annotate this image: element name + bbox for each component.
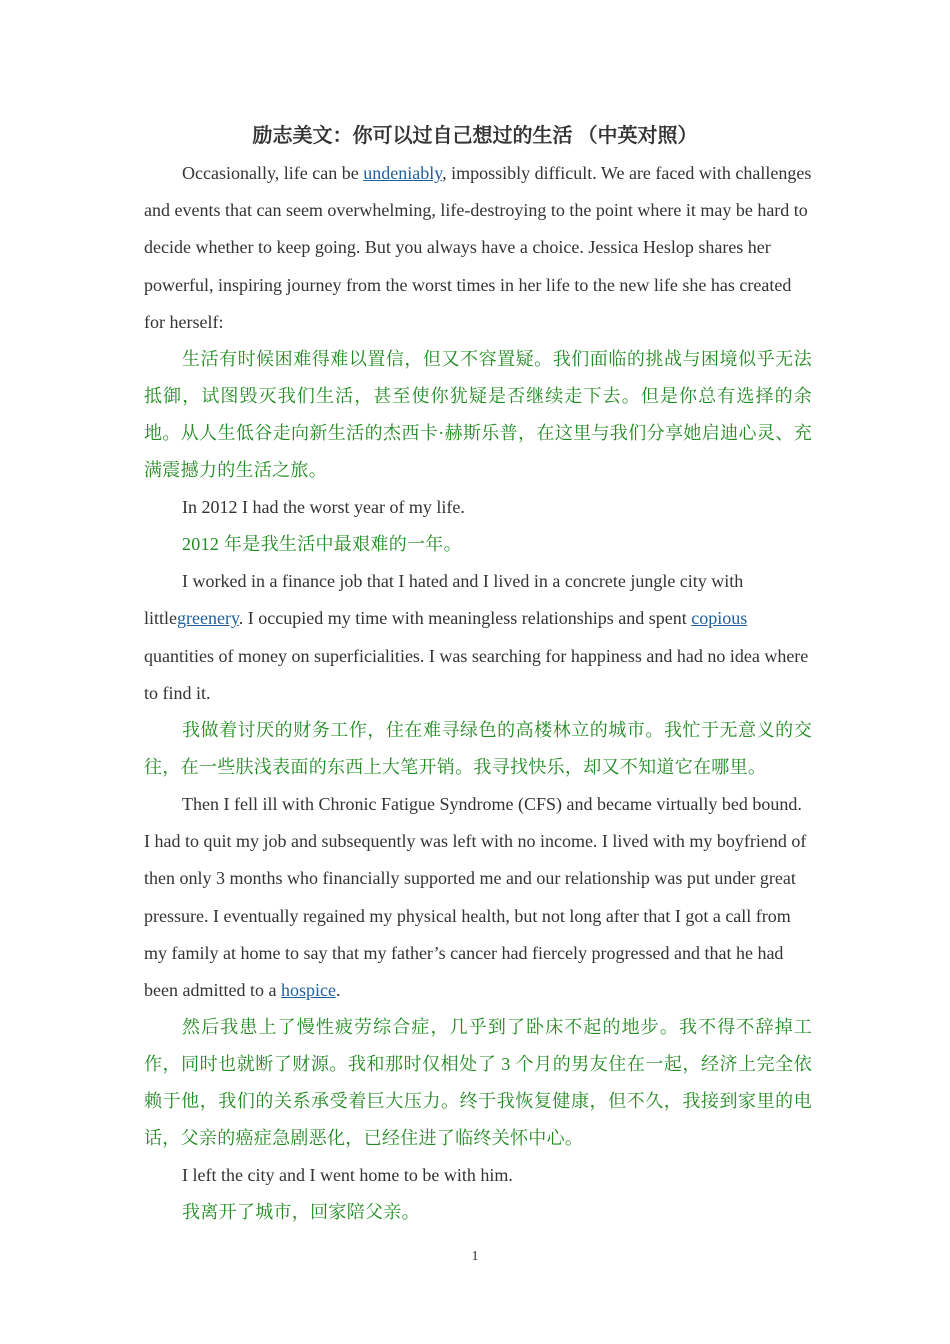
page-number: 1 [471,1249,479,1264]
paragraph-zh-2: 2012 年是我生活中最艰难的一年。 [182,534,462,555]
paragraph-zh-1: 生活有时候困难得难以置信，但又不容置疑。我们面临的挑战与困境似乎无法抵御，试图毁灭我们生活，甚至使你犹疑是否继续走下去。但是你总有选择的余地。从人生低谷走向新生活的杰西卡·赫斯乐普，在这里与我们分享她启迪心灵、充满震撼力的生活之旅。 [144,349,812,481]
paragraph-en-1 [144,155,812,341]
paragraph-en-5: I left the city and I went home to be with him. [182,1165,513,1186]
vocab-link-undeniably[interactable]: undeniably [363,163,443,183]
paragraph-en-4 [144,786,812,1009]
paragraph-en-2: In 2012 I had the worst year of my life. [182,497,465,518]
text-run: I worked in a finance job that I hated and I lived in a concrete jungle city with little [144,571,744,629]
vocab-link-greenery[interactable]: greenery [177,608,239,629]
vocab-link-copious[interactable]: copious [691,608,748,629]
vocab-link-hospice[interactable]: hospice [280,980,336,1001]
paragraph-zh-4: 然后我患上了慢性疲劳综合症，几乎到了卧床不起的地步。我不得不辞掉工作，同时也就断了财源。我和那时仅相处了 3 个月的男友住在一起，经济上完全依赖于他，我们的关系承受着巨大压力。终于我恢复健康，但不久，我接到家里的电话，父亲的癌症急剧恶化，已经住进了临终关怀中心。 [144,1017,812,1149]
paragraph-zh-5: 我离开了城市，回家陪父亲。 [182,1202,420,1223]
text-run: Occasionally, life can be [182,163,364,183]
paragraph-zh-3: 我做着讨厌的财务工作，住在难寻绿色的高楼林立的城市。我忙于无意义的交往，在一些肤浅表面的东西上大笔开销。我寻找快乐，却又不知道它在哪里。 [144,720,812,778]
text-run: , impossibly difficult. We are faced with challenges and events that can seem overwhelming, life-destroying to the point where it may be hard to decide whether to keep going. But you always have a choice. Jessica Heslop shares her powerful, inspiring journey from the worst times in her life to the new life she has created for herself: [144,163,812,332]
paragraph-en-3 [144,563,812,712]
document-body [144,155,812,1231]
text-run: . [335,980,341,1001]
text-run: Then I fell ill with Chronic Fatigue Syndrome (CFS) and became virtually bed bound. I had to quit my job and subsequently was left with no income. I lived with my boyfriend of then only 3 months who financially supported me and our relationship was put under great pressure. I eventually regained my physical health, but not long after that I got a call from my family at home to say that my father’s cancer had fiercely progressed and that he had been admitted to a [144,794,807,1001]
text-run: quantities of money on superficialities. I was searching for happiness and had no idea where to find it. [144,645,809,703]
text-run: . I occupied my time with meaningless relationships and spent [238,608,692,629]
document-title: 励志美文：你可以过自己想过的生活 （中英对照） [252,125,698,147]
